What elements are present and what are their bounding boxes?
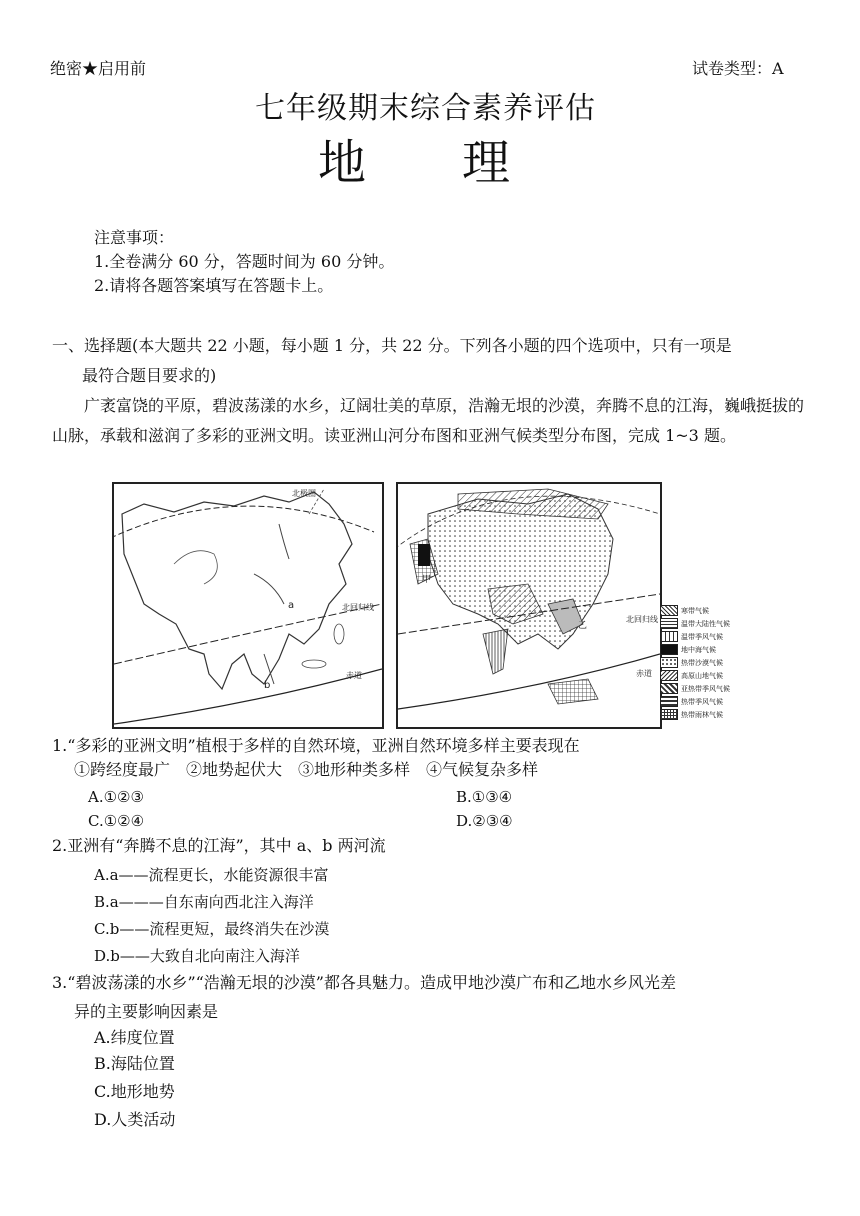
secret-mark: 绝密★启用前	[50, 59, 147, 78]
legend-swatch	[660, 605, 678, 616]
section-heading: 一、选择题(本大题共 22 小题，每小题 1 分，共 22 分。下列各小题的四个选项中，只有一项是	[52, 336, 732, 355]
q1-option-c: C.①②④	[88, 812, 145, 830]
legend-label: 温带季风气候	[681, 632, 723, 641]
legend-label: 寒带气候	[681, 606, 709, 615]
q3-option-b: B.海陆位置	[94, 1054, 175, 1073]
legend-label: 热带沙漠气候	[681, 658, 723, 667]
q2-option-b: B.a———自东南向西北注入海洋	[94, 893, 314, 911]
q1-option-d: D.②③④	[456, 812, 513, 830]
legend-swatch	[660, 696, 678, 707]
q1-option-a: A.①②③	[88, 788, 144, 806]
legend-swatch	[660, 709, 678, 720]
label-yi: 乙	[578, 621, 588, 631]
legend-label: 热带季风气候	[681, 697, 723, 706]
legend-swatch	[660, 683, 678, 694]
label-jia: 甲	[422, 575, 432, 585]
q2-option-a: A.a——流程更长，水能资源很丰富	[94, 866, 329, 884]
q2-option-d: D.b——大致自北向南注入海洋	[94, 947, 300, 965]
asia-river-map	[112, 482, 384, 729]
label-equator: 赤道	[636, 669, 652, 678]
legend-label: 高原山地气候	[681, 671, 723, 680]
label-river-b: b	[264, 680, 271, 691]
q2-stem: 2.亚洲有“奔腾不息的江海”，其中 a、b 两河流	[52, 836, 386, 855]
notice-item: 2.请将各题答案填写在答题卡上。	[94, 276, 334, 295]
q3-option-c: C.地形地势	[94, 1082, 175, 1101]
asia-climate-outline	[398, 484, 660, 727]
legend-label: 热带雨林气候	[681, 710, 723, 719]
notice-heading: 注意事项：	[94, 228, 175, 247]
asia-climate-map	[396, 482, 662, 729]
legend-label: 亚热带季风气候	[681, 684, 730, 693]
climate-legend	[660, 605, 760, 725]
legend-swatch	[660, 657, 678, 668]
label-equator: 赤道	[346, 671, 362, 680]
q3-stem: 3.“碧波荡漾的水乡”“浩瀚无垠的沙漠”都各具魅力。造成甲地沙漠广布和乙地水乡风光差	[52, 973, 676, 992]
legend-swatch	[660, 631, 678, 642]
notice-item: 1.全卷满分 60 分，答题时间为 60 分钟。	[94, 252, 395, 271]
label-tropic: 北回归线	[342, 603, 374, 612]
section-heading-cont: 最符合题目要求的)	[82, 366, 217, 385]
legend-swatch	[660, 670, 678, 681]
passage: 广袤富饶的平原，碧波荡漾的水乡，辽阔壮美的草原，浩瀚无垠的沙漠，奔腾不息的江海，巍峨挺拔的山脉，承载和滋润了多彩的亚洲文明。读亚洲山河分布图和亚洲气候类型分布图，完成 1~3 题。	[52, 396, 805, 445]
label-river-a: a	[288, 600, 295, 611]
paper-type: 试卷类型：A	[692, 59, 784, 78]
q3-option-d: D.人类活动	[94, 1110, 176, 1129]
legend-label: 地中海气候	[681, 645, 716, 654]
legend-swatch	[660, 618, 678, 629]
q1-items: ①跨经度最广 ②地势起伏大 ③地形种类多样 ④气候复杂多样	[74, 760, 539, 779]
q2-option-c: C.b——流程更短，最终消失在沙漠	[94, 920, 330, 938]
legend-label: 温带大陆性气候	[681, 619, 730, 628]
exam-title: 七年级期末综合素养评估	[255, 91, 596, 126]
q3-stem-cont: 异的主要影响因素是	[74, 1002, 219, 1021]
label-arctic-circle: 北极圈	[292, 489, 316, 498]
legend-swatch	[660, 644, 678, 655]
label-tropic: 北回归线	[626, 615, 658, 624]
q3-option-a: A.纬度位置	[94, 1028, 175, 1047]
q1-option-b: B.①③④	[456, 788, 513, 806]
subject-title: 地 理	[318, 135, 511, 191]
q1-stem: 1.“多彩的亚洲文明”植根于多样的自然环境，亚洲自然环境多样主要表现在	[52, 736, 580, 755]
